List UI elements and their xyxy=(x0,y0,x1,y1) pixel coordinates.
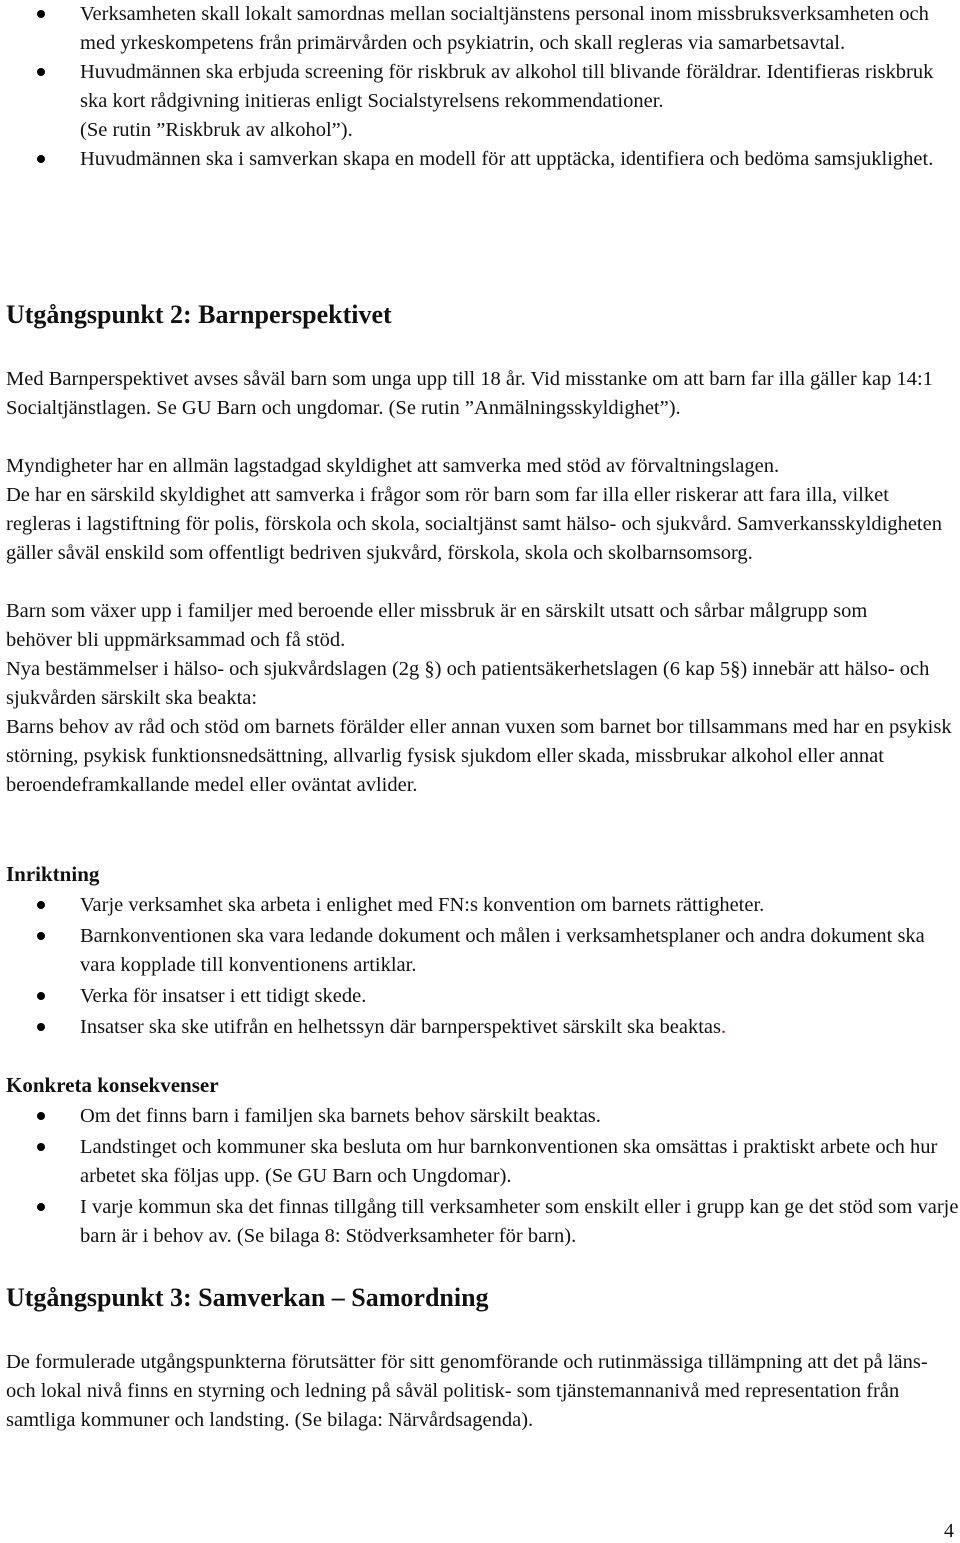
page-number: 4 xyxy=(944,1520,954,1542)
list-item: Landstinget och kommuner ska besluta om hur barnkonventionen ska omsättas i praktiskt arbete och hur arbetet ska följas upp. (Se GU Barn och Ungdomar). xyxy=(6,1133,960,1191)
paragraph: Barns behov av råd och stöd om barnets förälder eller annan vuxen som barnet bor tillsammans med har en psykisk störning, psykisk funktionsnedsättning, allvarlig fysisk sjukdom eller skada, missbrukar alkohol eller annat beroendeframkallande medel eller oväntat avlider. xyxy=(6,716,952,796)
section-heading-samverkan: Utgångspunkt 3: Samverkan – Samordning xyxy=(6,1283,489,1312)
list-item: Verka för insatser i ett tidigt skede. xyxy=(6,982,960,1011)
subheading-inriktning: Inriktning xyxy=(6,862,100,886)
paragraph: Nya bestämmelser i hälso- och sjukvårdslagen (2g §) och patientsäkerhetslagen (6 kap 5§) innebär att hälso- och sjukvården särskilt ska beakta: xyxy=(6,658,930,709)
list-item-text: Insatser ska ske utifrån en helhetssyn där barnperspektivet särskilt ska beaktas xyxy=(80,1016,721,1038)
list-item: Huvudmännen ska i samverkan skapa en modell för att upptäcka, identifiera och bedöma samsjuklighet. xyxy=(6,145,960,174)
list-item: Barnkonventionen ska vara ledande dokument och målen i verksamhetsplaner och andra dokument ska vara kopplade till konventionens artiklar. xyxy=(6,922,960,980)
list-item: Varje verksamhet ska arbeta i enlighet med FN:s konvention om barnets rättigheter. xyxy=(6,891,960,920)
paragraph: De formulerade utgångspunkterna förutsätter för sitt genomförande och rutinmässiga tillämpning att det på läns- och lokal nivå finns en styrning och ledning på såväl politisk- som tjänstemannanivå med representation från samtliga kommuner och landsting. (Se bilaga: Närvårdsagenda). xyxy=(6,1351,928,1431)
list-item: Om det finns barn i familjen ska barnets behov särskilt beaktas. xyxy=(6,1102,960,1131)
list-item xyxy=(6,1013,960,1042)
paragraph: De har en särskild skyldighet att samverka i frågor som rör barn som far illa eller riskerar att fara illa, vilket regleras i lagstiftning för polis, förskola och skola, socialtjänst samt hälso- och sjukvård. Samverkansskyldigheten gäller såväl enskild som offentligt bedriven sjukvård, förskola, skola och skolbarnsomsorg. xyxy=(6,484,942,564)
list-item xyxy=(6,58,960,145)
paragraph: Myndigheter har en allmän lagstadgad skyldighet att samverka med stöd av förvaltningslagen. xyxy=(6,455,780,477)
list-item: Verksamheten skall lokalt samordnas mellan socialtjänstens personal inom missbruksverksamheten och med yrkeskompetens från primärvården och psykiatrin, och skall regleras via samarbetsavtal. xyxy=(6,0,960,58)
list-item-period: . xyxy=(721,1016,727,1038)
list-item-text: (Se rutin ”Riskbruk av alkohol”). xyxy=(80,119,353,141)
list-item: I varje kommun ska det finnas tillgång till verksamheter som enskilt eller i grupp kan ge det stöd som varje barn är i behov av. (Se bilaga 8: Stödverksamheter för barn). xyxy=(6,1193,960,1251)
paragraph: Barn som växer upp i familjer med beroende eller missbruk är en särskilt utsatt och sårbar målgrupp som behöver bli uppmärksammad och få stöd. xyxy=(6,600,868,651)
list-item-text: Huvudmännen ska erbjuda screening för riskbruk av alkohol till blivande föräldrar. Identifieras riskbruk ska kort rådgivning initieras enligt Socialstyrelsens rekommendationer. xyxy=(80,61,934,112)
inriktning-list xyxy=(6,891,960,1042)
paragraph: Med Barnperspektivet avses såväl barn som unga upp till 18 år. Vid misstanke om att barn far illa gäller kap 14:1 Socialtjänstlagen. Se GU Barn och ungdomar. (Se rutin ”Anmälningsskyldighet”). xyxy=(6,368,933,419)
intro-bullet-list xyxy=(6,0,960,174)
subheading-konkreta-konsekvenser: Konkreta konsekvenser xyxy=(6,1073,219,1097)
konsekvenser-list xyxy=(6,1102,960,1251)
section-heading-barnperspektivet: Utgångspunkt 2: Barnperspektivet xyxy=(6,300,392,329)
